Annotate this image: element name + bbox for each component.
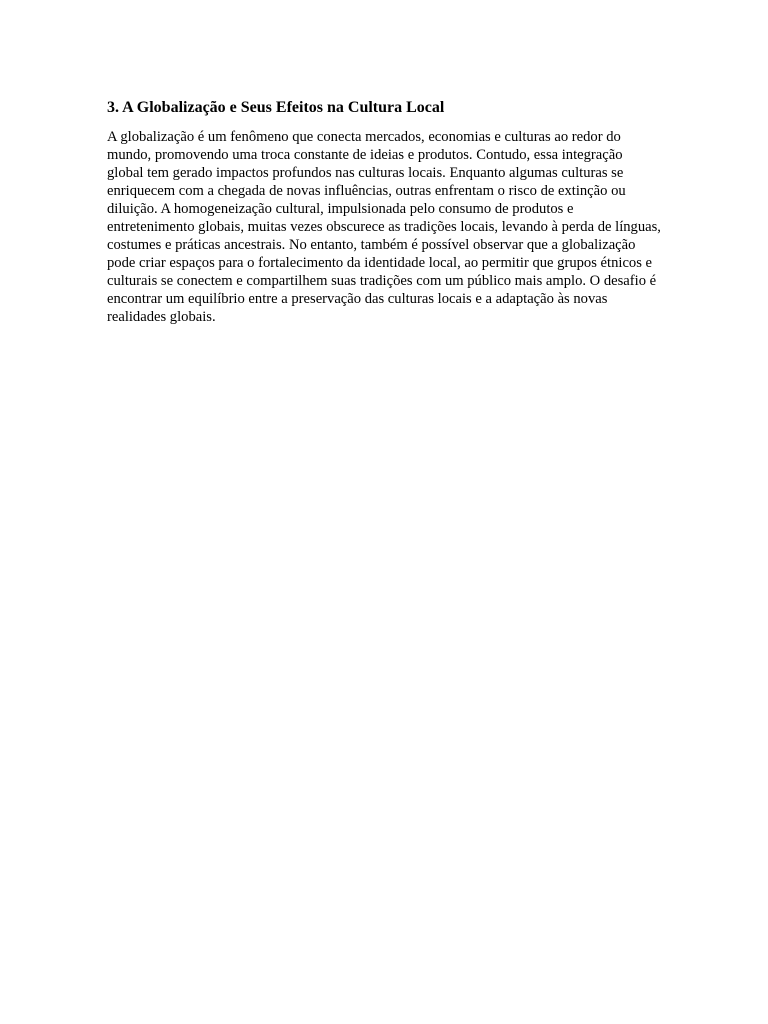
section-paragraph: A globalização é um fenômeno que conecta mercados, economias e culturas ao redor do mundo, promovendo uma troca constante de ideias e produtos. Contudo, essa integração global tem gerado impactos profundos nas culturas locais. Enquanto algumas culturas se enriquecem com a chegada de novas influências, outras enfrentam o risco de extinção ou diluição. A homogeneização cultural, impulsionada pelo consumo de produtos e entretenimento globais, muitas vezes obscurece as tradições locais, levando à perda de línguas, costumes e práticas ancestrais. No entanto, também é possível observar que a globalização pode criar espaços para o fortalecimento da identidade local, ao permitir que grupos étnicos e culturais se conectem e compartilhem suas tradições com um público mais amplo. O desafio é encontrar um equilíbrio entre a preservação das culturas locais e a adaptação às novas realidades globais. — [107, 129, 661, 325]
section-heading: 3. A Globalização e Seus Efeitos na Cultura Local — [107, 99, 445, 116]
document-section — [107, 97, 662, 326]
